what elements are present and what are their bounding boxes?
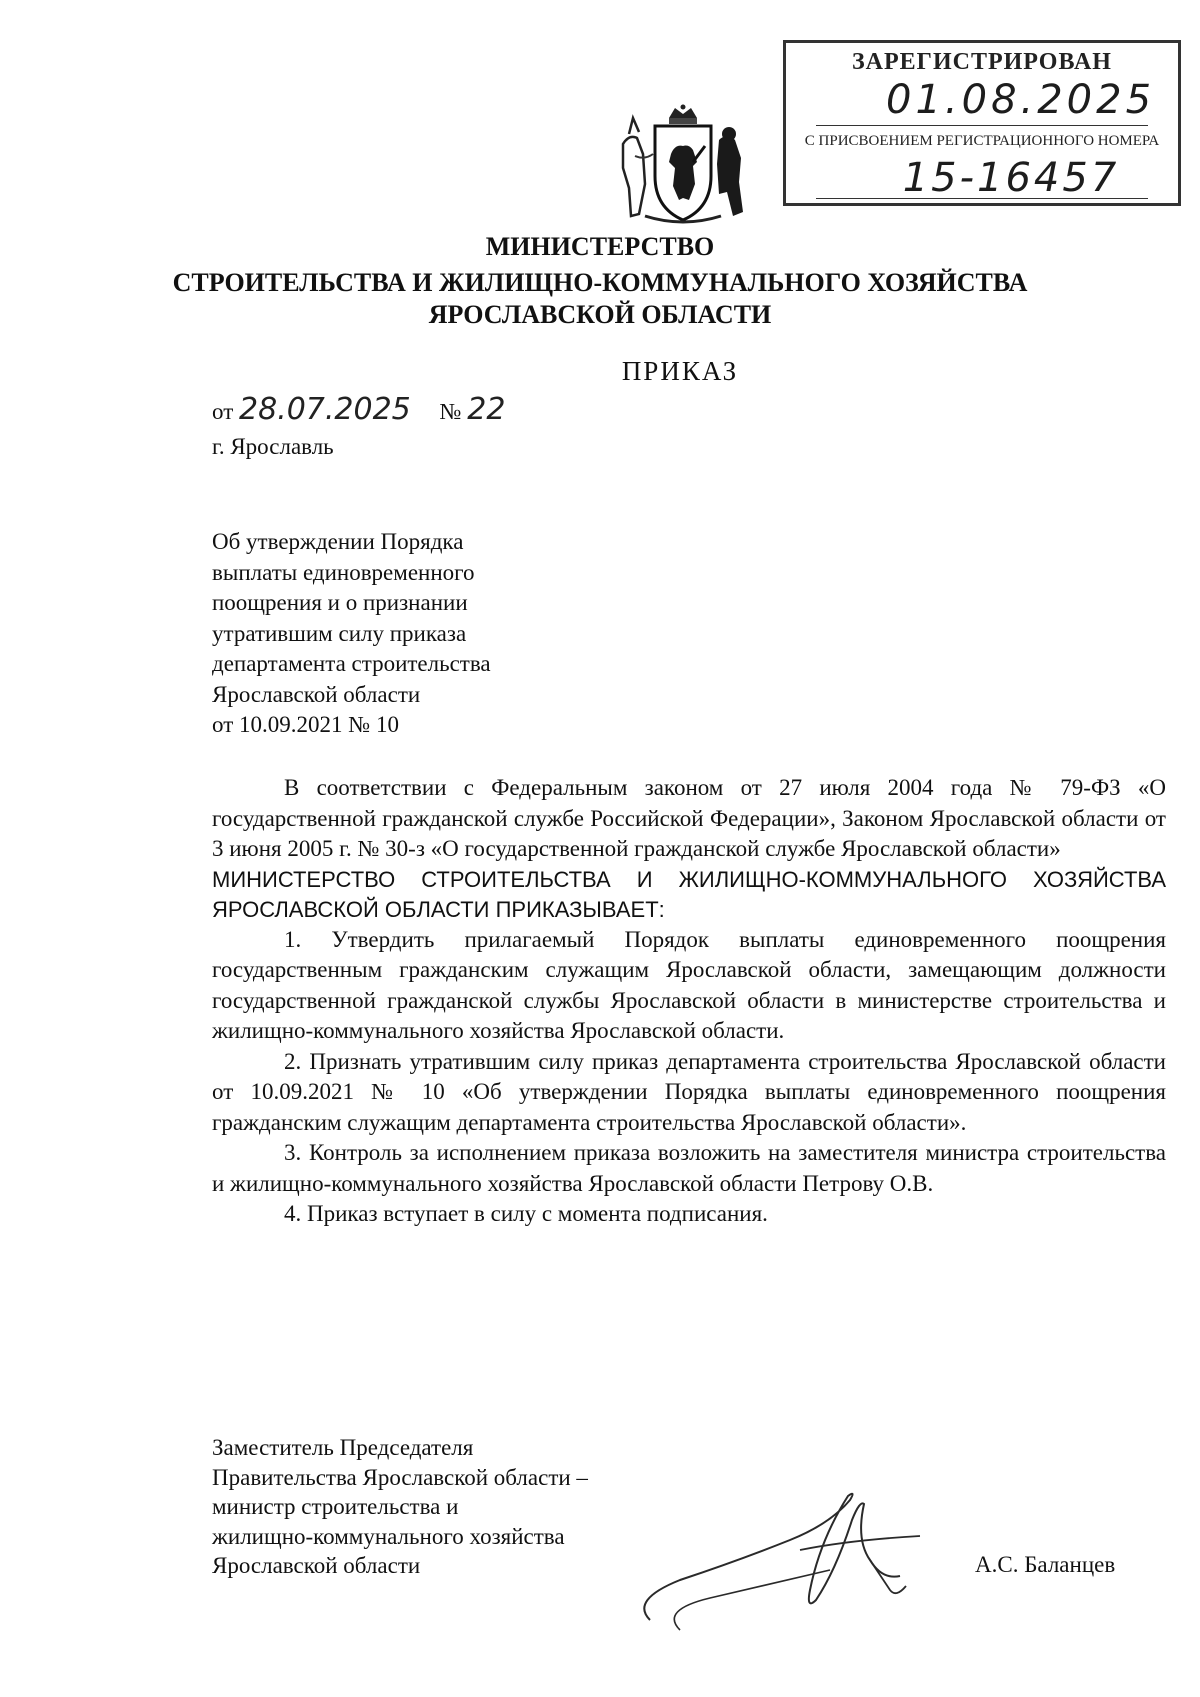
subject-line: Ярославской области	[212, 681, 421, 707]
signer-position-line: жилищно-коммунального хозяйства	[212, 1523, 565, 1549]
signer-position	[212, 1433, 588, 1581]
order-item: 4. Приказ вступает в силу с момента подписания.	[284, 1201, 768, 1226]
subject-line: от 10.09.2021 № 10	[212, 712, 399, 737]
subject-line: департамента строительства	[212, 651, 491, 676]
order-date-row	[212, 392, 505, 427]
signer-position-line: Ярославской области	[212, 1553, 421, 1578]
order-item: 3. Контроль за исполнением приказа возложить на заместителя министра строительства и жилищно-коммунального хозяйства Ярославской области Петрову О.В.	[212, 1140, 1166, 1196]
stamp-date: 01.08.2025	[886, 77, 1156, 123]
registration-stamp	[783, 40, 1181, 206]
stamp-subtitle: С ПРИСВОЕНИЕМ РЕГИСТРАЦИОННОГО НОМЕРА	[804, 133, 1160, 149]
order-item: 1. Утвердить прилагаемый Порядок выплаты единовременного поощрения государственным гражданским служащим Ярославской области, замещающим должности государственной гражданской службы Ярославской области в министерстве строительства и жилищно-коммунального хозяйства Ярославской области.	[212, 926, 1166, 1043]
stamp-divider	[816, 198, 1148, 199]
order-body	[212, 773, 1166, 1230]
ministry-header-line: ЯРОСЛАВСКОЙ ОБЛАСТИ	[428, 300, 772, 329]
ministry-header-line: СТРОИТЕЛЬСТВА И ЖИЛИЩНО-КОММУНАЛЬНОГО ХОЗЯЙСТВА	[172, 268, 1028, 297]
subject-line: поощрения и о признании	[212, 590, 468, 615]
order-phrase: МИНИСТЕРСТВО СТРОИТЕЛЬСТВА И ЖИЛИЩНО-КОММУНАЛЬНОГО ХОЗЯЙСТВА ЯРОСЛАВСКОЙ ОБЛАСТИ ПРИКАЗЫВАЕТ:	[212, 866, 1166, 922]
subject-line: Об утверждении Порядка	[212, 529, 464, 554]
order-city: г. Ярославль	[212, 434, 334, 459]
subject-line: выплаты единовременного	[212, 559, 475, 585]
ministry-header-line: МИНИСТЕРСТВО	[485, 232, 715, 261]
subject-line: утратившим силу приказа	[212, 620, 467, 646]
yaroslavl-coat-of-arms-icon	[615, 104, 751, 228]
stamp-number: 15-16457	[902, 155, 1120, 201]
order-subject	[212, 527, 612, 741]
number-label: №	[439, 399, 462, 424]
signer-position-line: Заместитель Председателя	[212, 1435, 474, 1460]
signer-position-line: Правительства Ярославской области –	[212, 1464, 588, 1490]
signer-position-line: министр строительства и	[212, 1494, 459, 1519]
stamp-divider	[816, 125, 1148, 126]
preamble-paragraph: В соответствии с Федеральным законом от 27 июля 2004 года № 79-ФЗ «О государственной гражданской службе Российской Федерации», Законом Ярославской области от 3 июня 2005 г. № 30-з «О государственной гражданской службе Ярославской области»	[212, 775, 1166, 861]
from-label: от	[212, 399, 234, 424]
signer-name: А.С. Баланцев	[975, 1552, 1116, 1577]
order-title: ПРИКАЗ	[621, 356, 739, 386]
order-item: 2. Признать утратившим силу приказ департамента строительства Ярославской области от 10.09.2021 № 10 «Об утверждении Порядка выплаты единовременного поощрения гражданским служащим департамента строительства Ярославской области».	[212, 1048, 1166, 1135]
stamp-title: ЗАРЕГИСТРИРОВАН	[852, 49, 1112, 75]
order-number: 22	[467, 392, 506, 427]
order-date: 28.07.2025	[239, 392, 411, 427]
handwritten-signature-icon	[620, 1480, 940, 1640]
